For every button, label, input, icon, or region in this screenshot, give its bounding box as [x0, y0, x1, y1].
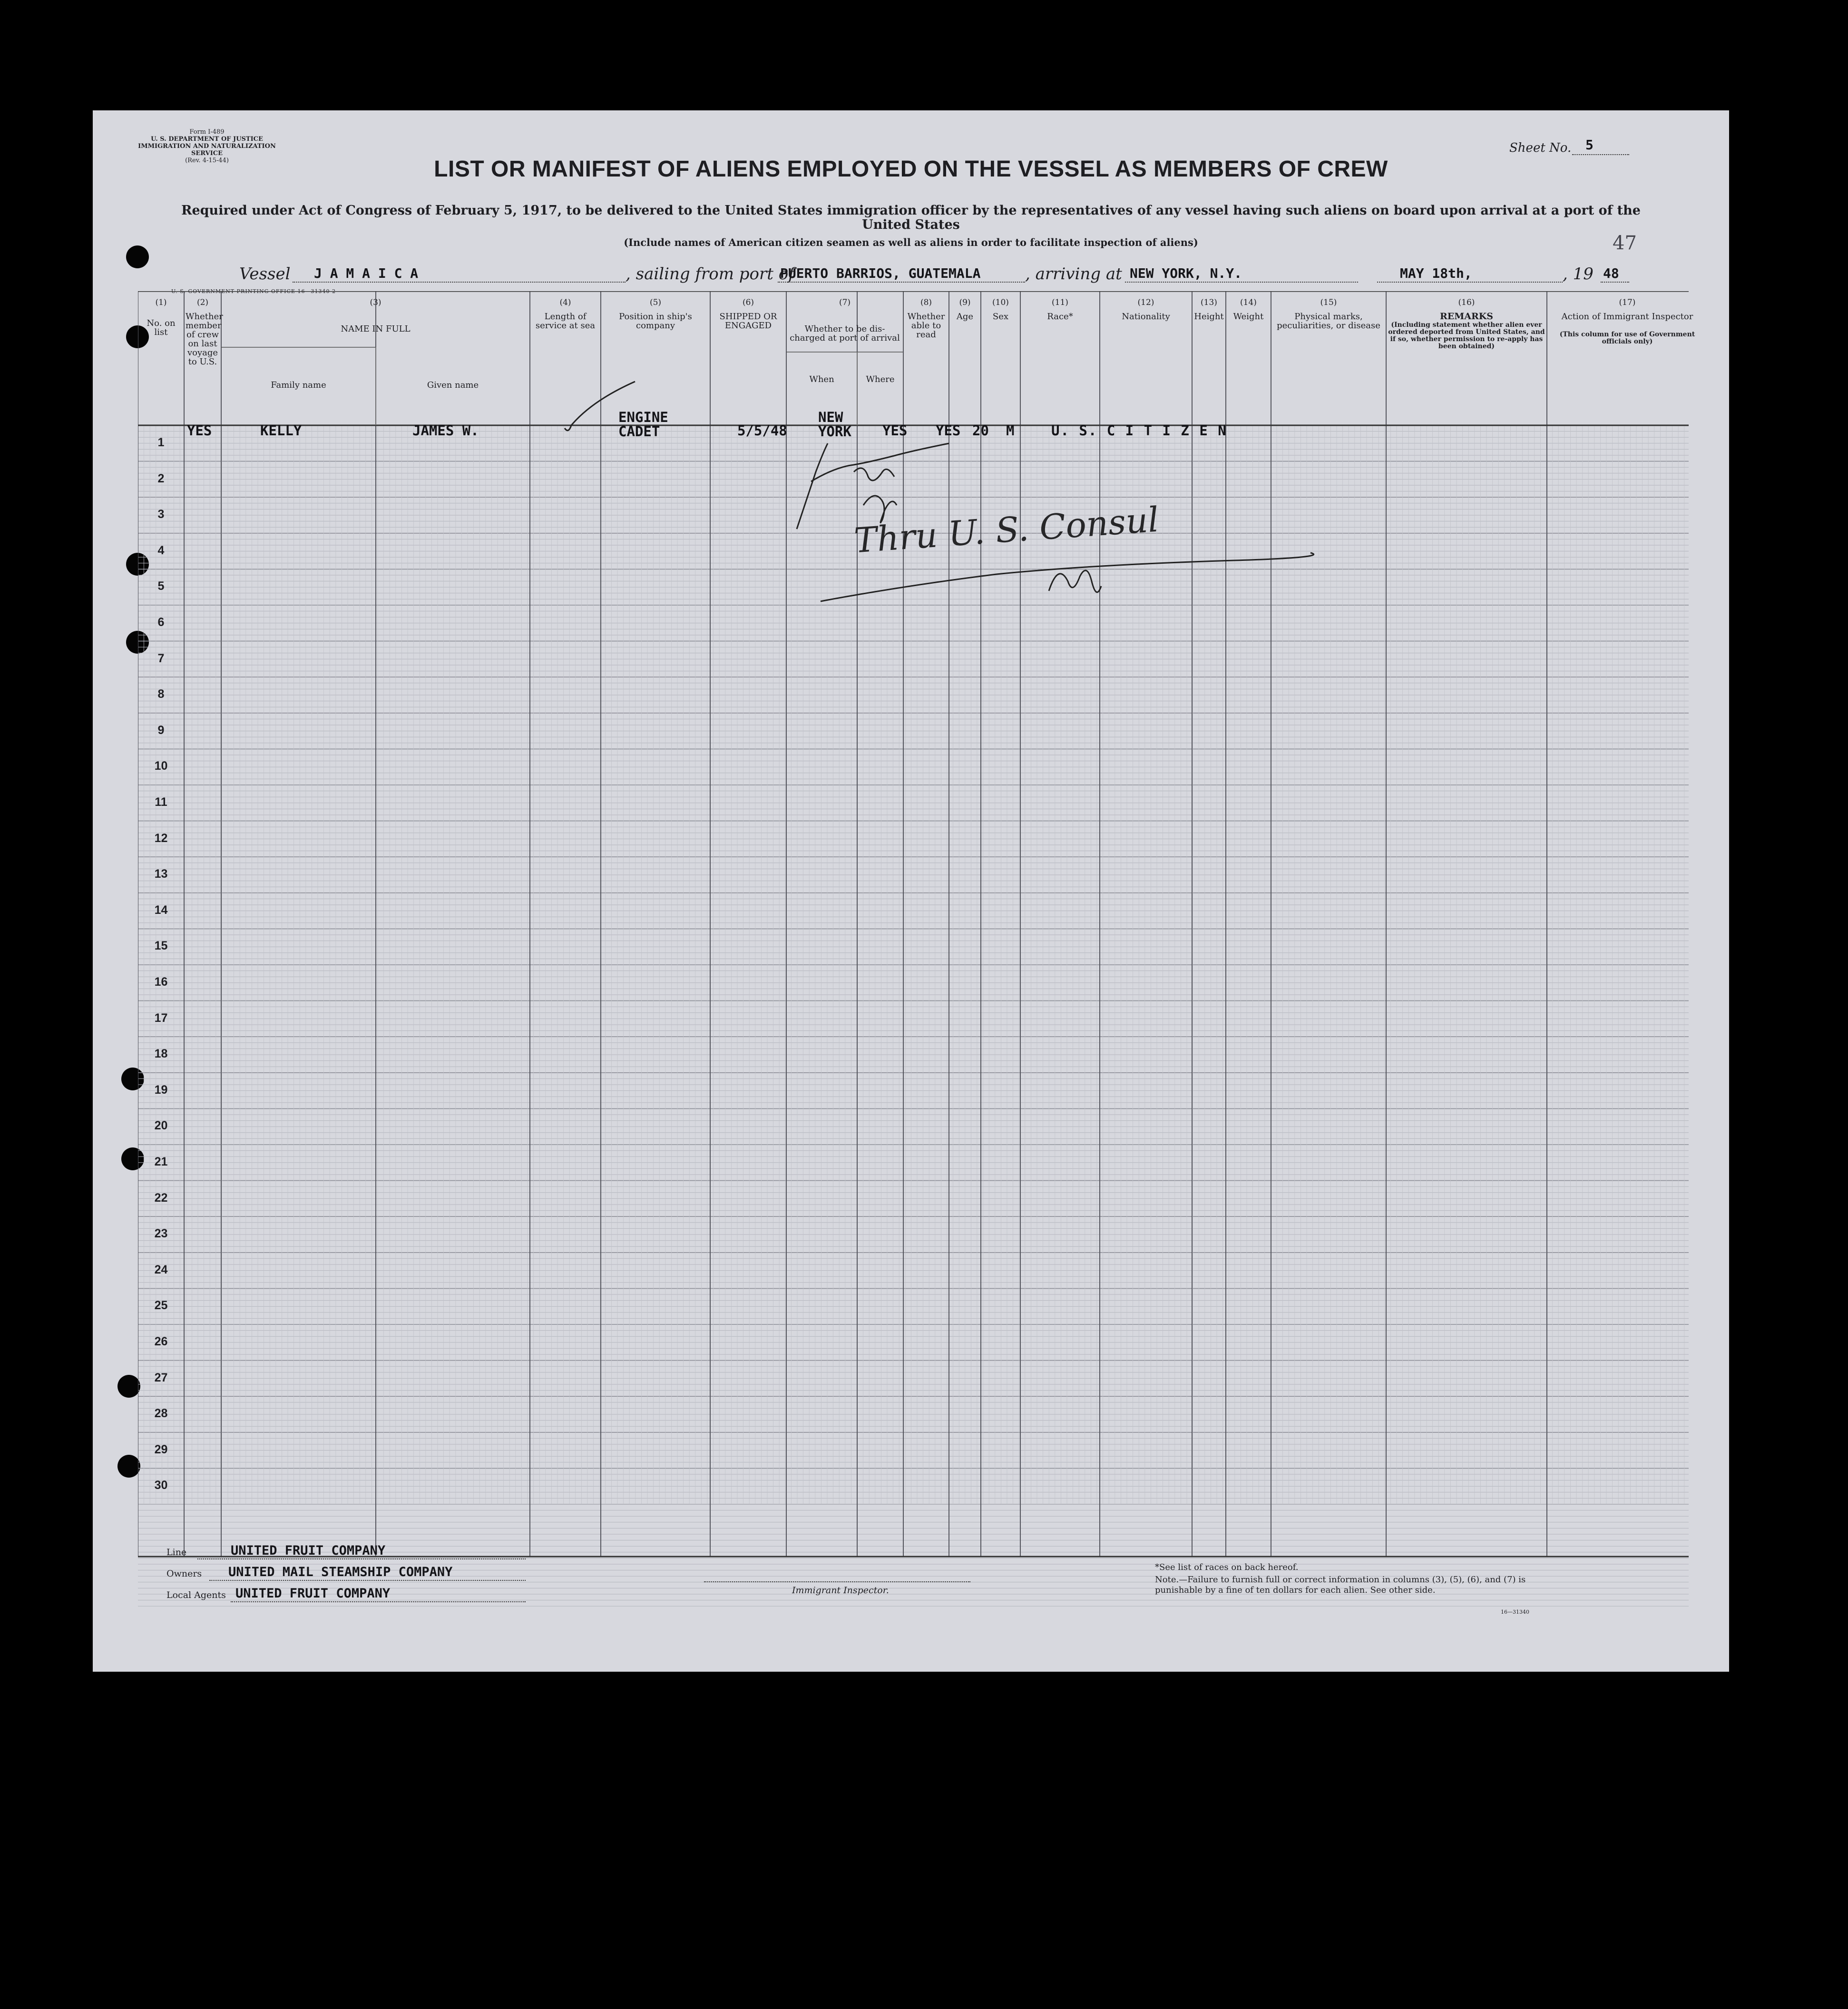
races-note: *See list of races on back hereof. [1155, 1562, 1299, 1572]
row-number: 17 [154, 1011, 168, 1025]
row-number: 2 [157, 471, 165, 485]
row-number: 30 [154, 1479, 168, 1492]
row-number: 7 [157, 651, 165, 665]
column-header-detail: (This column for use of Government officials only) [1559, 331, 1695, 345]
row-number: 1 [157, 436, 165, 449]
sheet-number-value: 5 [1585, 137, 1594, 153]
vessel-name: J A M A I C A [314, 265, 419, 281]
line-value: UNITED FRUIT COMPANY [231, 1543, 386, 1558]
shipped-where-cell-line2: YORK [818, 423, 851, 440]
column-number: (12) [1137, 298, 1154, 307]
arrival-year-prefix: , 19 [1563, 265, 1594, 284]
column-header: NAME IN FULL [341, 324, 411, 334]
arrival-port: NEW YORK, N.Y. [1130, 265, 1242, 281]
column-subheader: When [809, 374, 834, 384]
column-header-detail: (Including statement whether alien ever ordered deported from United States, and if so, whether permission to re-apply has been obtained) [1388, 321, 1545, 350]
row-number: 14 [154, 903, 168, 917]
column-header: Whether member of crew on last voyage to U.S. [186, 312, 223, 367]
column-subheader: Where [866, 374, 895, 384]
family-name-cell: KELLY [260, 422, 302, 439]
column-header: Whether able to read [907, 312, 945, 340]
row-number: 25 [154, 1299, 168, 1313]
column-header: SHIPPED OR ENGAGED [719, 312, 777, 331]
row-number: 10 [154, 759, 168, 773]
column-header: Position in ship's company [619, 312, 692, 331]
last-voyage-cell: YES [187, 422, 212, 439]
column-number: (2) [196, 298, 209, 307]
line-label: Line [166, 1547, 187, 1558]
handwritten-annotations [93, 110, 1729, 681]
sheet-number-label: Sheet No. [1509, 141, 1572, 155]
row-number: 27 [154, 1371, 168, 1384]
row-number: 21 [154, 1155, 168, 1168]
row-number: 5 [157, 579, 165, 593]
row-number: 9 [157, 723, 165, 737]
age-cell: 20 [972, 422, 989, 439]
row-number: 8 [157, 687, 165, 701]
row-number: 29 [154, 1442, 168, 1456]
penalty-note: Note.—Failure to furnish full or correct information in columns (3), (5), (6), and (7) is punishable by a fine of ten dollars for each alien. See other side. [1155, 1575, 1526, 1595]
column-number: (16) [1458, 298, 1475, 307]
row-number: 4 [157, 543, 165, 557]
vessel-label: Vessel [239, 265, 291, 284]
column-number: (15) [1320, 298, 1337, 307]
shipped-where-cell-line1: NEW [818, 409, 843, 425]
row-number: 20 [154, 1119, 168, 1133]
column-header: Height [1194, 312, 1224, 322]
column-subheader: Family name [271, 380, 326, 390]
form-subtitle: Required under Act of Congress of February 5, 1917, to be delivered to the United States immigration officer by the representatives of any vessel having such aliens on board upon arrival at a port of the United States [181, 203, 1641, 232]
punch-hole [117, 1455, 140, 1478]
column-number: (13) [1201, 298, 1217, 307]
able-to-read-cell: YES [936, 422, 961, 439]
department-name: U. S. DEPARTMENT OF JUSTICE [151, 136, 263, 143]
owners-value: UNITED MAIL STEAMSHIP COMPANY [228, 1565, 453, 1579]
handwritten-consul-note: Thru U. S. Consul [852, 499, 1160, 561]
position-cell-line2: CADET [618, 423, 660, 440]
row-number: 19 [154, 1083, 168, 1097]
column-subheader: Given name [427, 380, 479, 390]
column-header: Physical marks, peculiarities, or disease [1277, 312, 1380, 331]
column-number: (17) [1619, 298, 1636, 307]
column-header: Age [956, 312, 974, 322]
punch-hole [117, 1375, 140, 1398]
column-header: Race* [1047, 312, 1073, 322]
sailing-from-label: , sailing from port of [626, 265, 794, 284]
row-number: 13 [154, 867, 168, 881]
manifest-sheet [93, 110, 1729, 1672]
form-title: LIST OR MANIFEST OF ALIENS EMPLOYED ON THE VESSEL AS MEMBERS OF CREW [434, 157, 1388, 182]
row-number: 15 [154, 939, 168, 953]
column-number: (5) [649, 298, 662, 307]
row-number: 16 [154, 975, 168, 989]
column-number: (11) [1052, 298, 1068, 307]
row-number: 6 [157, 616, 165, 629]
bottom-form-code: 16—31340 [1501, 1609, 1529, 1615]
arriving-at-label: , arriving at [1025, 265, 1122, 284]
column-header: Weight [1233, 312, 1264, 322]
service-name: IMMIGRATION AND NATURALIZATION SERVICE [138, 143, 276, 157]
given-name-cell: JAMES W. [412, 422, 479, 439]
revision-date: (Rev. 4-15-44) [185, 157, 229, 164]
row-number: 12 [154, 831, 168, 845]
column-number: (6) [742, 298, 754, 307]
immigrant-inspector-label: Immigrant Inspector. [792, 1585, 889, 1596]
column-number: (7) [839, 298, 851, 307]
owners-label: Owners [166, 1568, 202, 1579]
row-number: 23 [154, 1227, 168, 1241]
local-agents-value: UNITED FRUIT COMPANY [235, 1586, 391, 1601]
printing-office-note: U. S. GOVERNMENT PRINTING OFFICE 16—31340-2 [171, 288, 336, 294]
page-stamp: 47 [1613, 232, 1637, 254]
column-header: Action of Immigrant Inspector [1561, 312, 1693, 322]
nationality-note-cell: U. S. C I T I Z E N [1051, 422, 1227, 439]
row-number: 28 [154, 1407, 168, 1421]
departure-port: PUERTO BARRIOS, GUATEMALA [780, 265, 981, 281]
position-cell-line1: ENGINE [618, 409, 668, 425]
column-number: (10) [992, 298, 1009, 307]
arrival-date: MAY 18th, [1400, 265, 1472, 281]
row-number: 24 [154, 1263, 168, 1276]
column-number: (9) [959, 298, 971, 307]
column-number: (1) [155, 298, 167, 307]
local-agents-label: Local Agents [166, 1590, 226, 1600]
column-header: Nationality [1122, 312, 1170, 322]
column-header: REMARKS [1439, 311, 1494, 322]
column-header: Whether to be dis-charged at port of arrival [790, 324, 900, 343]
arrival-year: 48 [1603, 265, 1619, 281]
column-header: Length of service at sea [535, 312, 596, 331]
shipped-when-cell: 5/5/48 [737, 422, 787, 439]
row-number: 22 [154, 1191, 168, 1205]
column-number: (3) [370, 298, 381, 307]
form-subtitle-note: (Include names of American citizen seamen as well as aliens in order to facilitate inspection of aliens) [624, 236, 1198, 248]
row-number: 3 [157, 508, 165, 521]
row-number: 11 [155, 795, 167, 809]
discharged-cell: YES [882, 422, 908, 439]
column-header: Sex [992, 312, 1009, 322]
column-number: (8) [920, 298, 932, 307]
row-number: 26 [154, 1335, 168, 1348]
form-number: Form I-489 [189, 128, 225, 136]
column-number: (4) [559, 298, 571, 307]
column-header: No. on list [147, 318, 176, 337]
column-number: (14) [1240, 298, 1257, 307]
row-number: 18 [154, 1047, 168, 1061]
sex-cell: M [1006, 422, 1015, 439]
